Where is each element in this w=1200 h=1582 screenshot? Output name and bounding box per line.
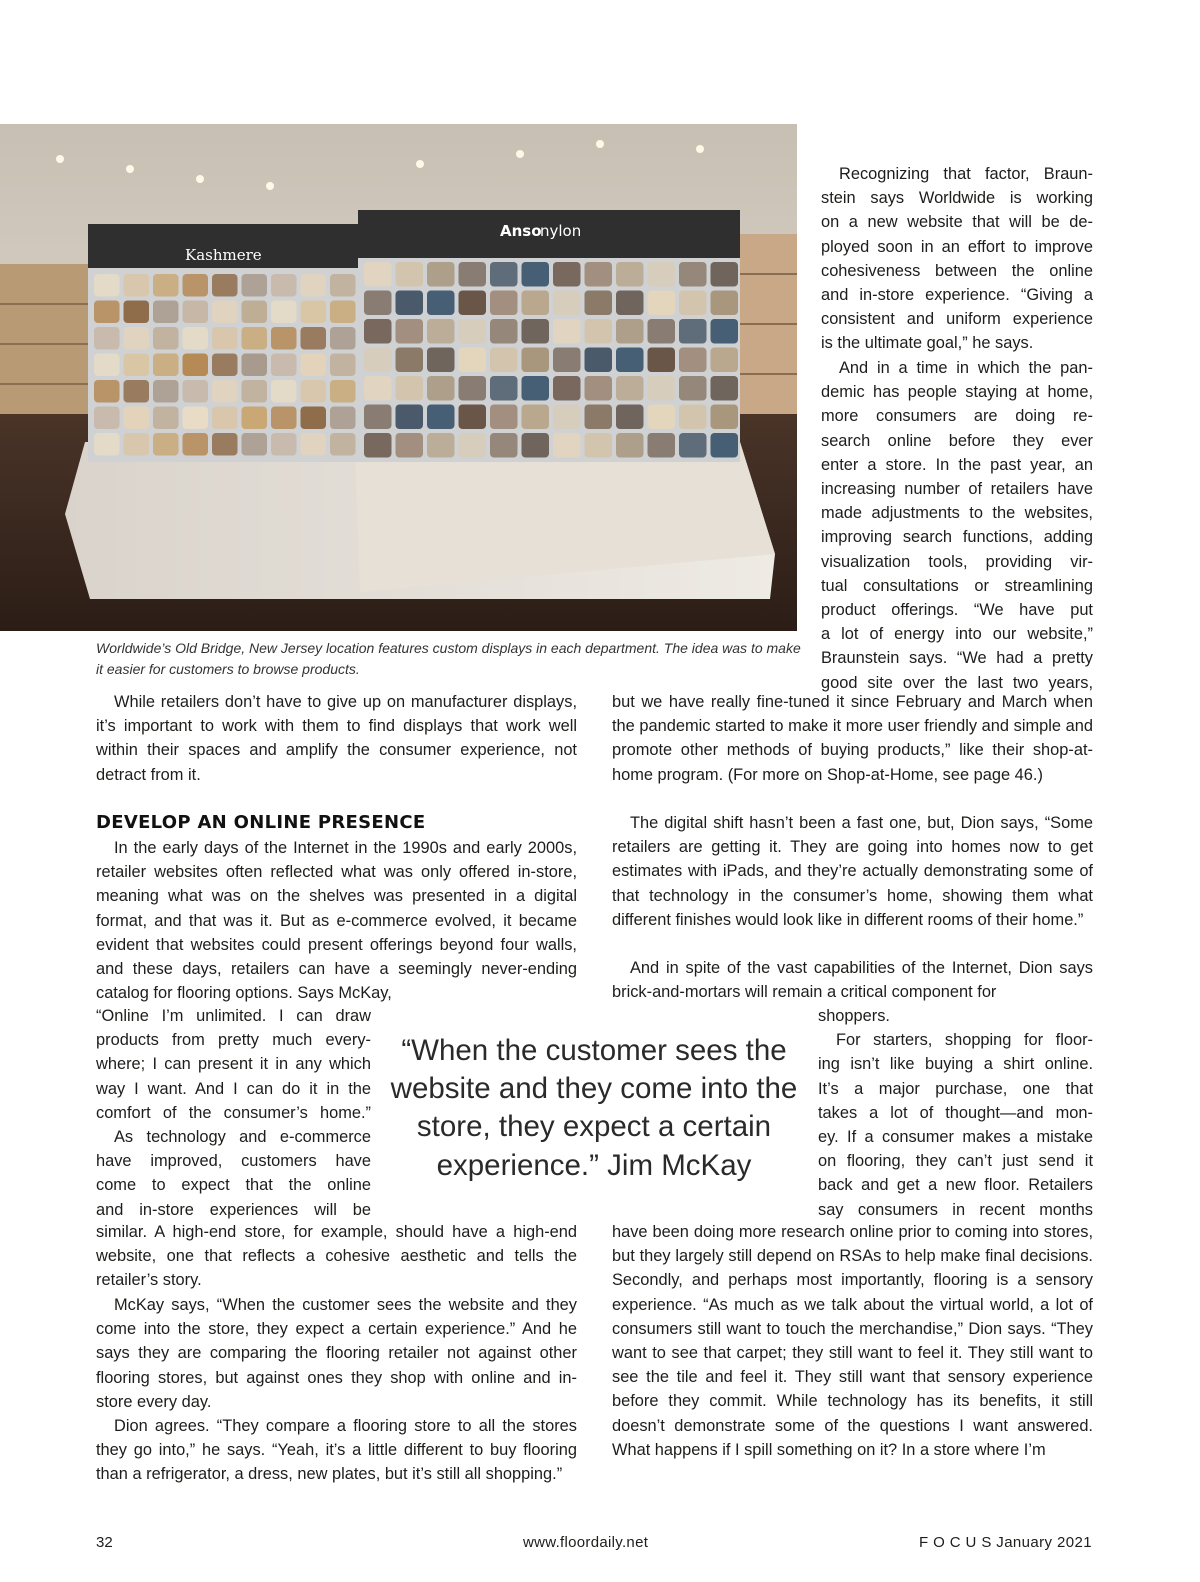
text-line: enter a store. In the past year, an <box>821 455 1093 474</box>
carpet-swatch <box>153 407 179 430</box>
carpet-swatch <box>648 405 676 430</box>
carpet-swatch <box>648 291 676 316</box>
carpet-swatch <box>330 327 356 350</box>
carpet-swatch <box>553 262 581 287</box>
carpet-swatch <box>364 433 392 458</box>
carpet-swatch <box>124 327 150 350</box>
text-line: visualization tools, providing vir- <box>821 552 1093 571</box>
text-line: a lot of energy into our website,” <box>821 625 1093 644</box>
carpet-swatch <box>301 433 327 456</box>
carpet-swatch <box>396 405 424 430</box>
carpet-swatch <box>124 407 150 430</box>
text-line: and in-store experience. “Giving a <box>821 286 1093 304</box>
sign-kashmere: Kashmere <box>185 246 262 264</box>
carpet-swatch <box>396 376 424 401</box>
carpet-swatch <box>242 433 268 456</box>
carpet-swatch <box>153 327 179 350</box>
carpet-swatch <box>94 380 120 403</box>
carpet-swatch <box>585 405 613 430</box>
carpet-swatch <box>242 380 268 403</box>
carpet-swatch <box>153 301 179 324</box>
page-number: 32 <box>96 1534 113 1551</box>
carpet-swatch <box>183 354 209 377</box>
carpet-swatch <box>616 319 644 344</box>
carpet-swatch <box>271 354 297 377</box>
paragraph-similar: similar. A high-end store, for example, should have a high-end website, one that reflects a cohesive aesthetic and tells the retailer’s story. <box>96 1223 577 1290</box>
carpet-swatch <box>364 262 392 287</box>
carpet-swatch <box>396 291 424 316</box>
pull-quote: “When the customer sees the website and they come into the store, they expect a certain experience.” Jim McKay <box>390 1034 798 1182</box>
carpet-swatch <box>242 274 268 297</box>
carpet-swatch <box>459 291 487 316</box>
carpet-swatch <box>679 376 707 401</box>
carpet-swatch <box>679 262 707 287</box>
carpet-swatch <box>616 405 644 430</box>
carpet-swatch <box>427 348 455 373</box>
text-line: have improved, customers have <box>96 1152 371 1171</box>
carpet-swatch <box>616 433 644 458</box>
carpet-swatch <box>522 319 550 344</box>
carpet-swatch <box>616 348 644 373</box>
text-line: improving search functions, adding <box>821 528 1093 547</box>
text-line: good site over the last two years, <box>821 673 1093 692</box>
carpet-swatch <box>490 376 518 401</box>
carpet-swatch <box>459 319 487 344</box>
carpet-swatch <box>94 407 120 430</box>
text-line: and in-store experiences will be <box>96 1200 371 1219</box>
carpet-swatch <box>124 380 150 403</box>
carpet-swatch <box>183 380 209 403</box>
carpet-swatch <box>459 433 487 458</box>
carpet-swatch <box>94 354 120 377</box>
carpet-swatch <box>427 405 455 430</box>
carpet-swatch <box>679 433 707 458</box>
carpet-swatch <box>364 319 392 344</box>
carpet-swatch <box>711 348 739 373</box>
carpet-swatch <box>490 433 518 458</box>
carpet-swatch <box>271 407 297 430</box>
carpet-swatch <box>301 327 327 350</box>
carpet-swatch <box>522 376 550 401</box>
text-line: back and get a new floor. Retailers <box>818 1176 1093 1195</box>
text-line: tual consultations or streamlining <box>821 576 1093 595</box>
carpet-swatch <box>153 354 179 377</box>
carpet-swatch <box>490 291 518 316</box>
carpet-swatch <box>711 319 739 344</box>
carpet-swatch <box>212 407 238 430</box>
carpet-swatch <box>427 433 455 458</box>
carpet-swatch <box>271 327 297 350</box>
text-line: For starters, shopping for floor- <box>836 1031 1093 1050</box>
carpet-swatch <box>522 262 550 287</box>
carpet-swatch <box>648 348 676 373</box>
carpet-swatch <box>648 262 676 287</box>
carpet-swatch <box>585 433 613 458</box>
carpet-swatch <box>330 380 356 403</box>
carpet-swatch <box>330 301 356 324</box>
carpet-swatch <box>242 407 268 430</box>
carpet-swatch <box>490 348 518 373</box>
carpet-swatch <box>553 348 581 373</box>
text-line: And in a time in which the pan- <box>839 359 1093 377</box>
carpet-swatch <box>124 301 150 324</box>
carpet-swatch <box>212 433 238 456</box>
carpet-swatch <box>711 376 739 401</box>
text-line: stein says Worldwide is working <box>821 189 1093 208</box>
carpet-swatch <box>616 376 644 401</box>
carpet-swatch <box>364 405 392 430</box>
carpet-swatch <box>242 327 268 350</box>
carpet-swatch <box>711 405 739 430</box>
carpet-swatch <box>427 291 455 316</box>
carpet-swatch <box>396 319 424 344</box>
showroom-photo <box>0 124 797 631</box>
carpet-swatch <box>124 433 150 456</box>
carpet-swatch <box>242 301 268 324</box>
paragraph-digital-shift: The digital shift hasn’t been a fast one, but, Dion says, “Some retailers are getting it. They are going into homes now to get estimates with iPads, and they’re actually demonstrating some of that technology in the consumer’s home, showing them what different finishes would look like in different rooms of their home.” <box>612 814 1093 929</box>
carpet-swatch <box>301 301 327 324</box>
carpet-swatch <box>212 301 238 324</box>
carpet-swatch <box>124 354 150 377</box>
carpet-swatch <box>553 319 581 344</box>
carpet-swatch <box>648 376 676 401</box>
text-line: made adjustments to the websites, <box>821 504 1093 523</box>
carpet-swatch <box>585 291 613 316</box>
text-line: It’s a major purchase, one that <box>818 1079 1093 1098</box>
carpet-swatch <box>396 348 424 373</box>
text-line: ing isn’t like buying a shirt online. <box>818 1055 1093 1074</box>
carpet-swatch <box>153 433 179 456</box>
carpet-swatch <box>616 291 644 316</box>
text-line: is the ultimate goal,” he says. <box>821 334 1034 353</box>
carpet-swatch <box>153 380 179 403</box>
carpet-swatch <box>427 262 455 287</box>
carpet-swatch <box>301 407 327 430</box>
text-line: takes a lot of thought—and mon- <box>818 1103 1093 1122</box>
text-line: Recognizing that factor, Braun- <box>839 165 1093 183</box>
carpet-swatch <box>330 433 356 456</box>
text-line: As technology and e-commerce <box>114 1128 371 1146</box>
footer-issue: F O C U S January 2021 <box>918 1534 1092 1551</box>
carpet-swatch <box>94 433 120 456</box>
paragraph-early-days: In the early days of the Internet in the 1990s and early 2000s, retailer websites often reflected what was only offered in-store, meaning what was on the shelves was presented in a digital format, and that was it. But as e-commerce evolved, it became evident that websites could present offerings beyond four walls, and these days, retailers can have a seemingly never-ending catalog for flooring options. Says McKay, <box>96 839 577 1003</box>
text-line: way I want. And I can do it in the <box>96 1079 371 1098</box>
text-line: on flooring, they can’t just send it <box>818 1152 1093 1171</box>
text-line: more consumers are doing re- <box>821 407 1093 426</box>
carpet-swatch <box>212 274 238 297</box>
carpet-swatch <box>242 354 268 377</box>
text-line: Braunstein says. “We had a pretty <box>821 649 1093 668</box>
text-line: product offerings. “We have put <box>821 601 1093 619</box>
text-line: come to expect that the online <box>96 1176 371 1195</box>
carpet-swatch <box>212 354 238 377</box>
carpet-swatch <box>183 301 209 324</box>
carpet-swatch <box>94 301 120 324</box>
carpet-swatch <box>490 319 518 344</box>
carpet-swatch <box>301 274 327 297</box>
carpet-swatch <box>396 433 424 458</box>
carpet-swatch <box>490 262 518 287</box>
carpet-swatch <box>301 380 327 403</box>
text-line: shoppers. <box>818 1007 890 1025</box>
text-line: ployed soon in an effort to improve <box>821 237 1093 256</box>
carpet-swatch <box>183 407 209 430</box>
text-line: search online before they ever <box>821 431 1093 450</box>
carpet-swatch <box>124 274 150 297</box>
text-line: ey. If a consumer makes a mistake <box>818 1128 1093 1146</box>
carpet-swatch <box>679 348 707 373</box>
paragraph-displays: While retailers don’t have to give up on manufacturer displays, it’s important to work with them to find displays that work well within their spaces and amplify the consumer experience, not detract from it. <box>96 693 577 784</box>
carpet-swatch <box>553 433 581 458</box>
carpet-swatch <box>553 405 581 430</box>
carpet-swatch <box>364 348 392 373</box>
carpet-swatch <box>490 405 518 430</box>
paragraph-brick-and-mortar: And in spite of the vast capabilities of the Internet, Dion says brick-and-mortars will remain a critical component for <box>612 959 1093 1002</box>
carpet-swatch <box>94 327 120 350</box>
carpet-swatch <box>585 319 613 344</box>
sign-anso: Anso <box>500 222 542 240</box>
carpet-swatch <box>364 291 392 316</box>
sign-nylon: nylon <box>540 222 582 240</box>
paragraph-mckay: McKay says, “When the customer sees the website and they come into the store, they expect a certain experience.” And he says they are comparing the flooring retailer not against other flooring stores, but against ones they shop with online and in-store every day. <box>96 1296 577 1411</box>
carpet-swatch <box>183 274 209 297</box>
carpet-swatch <box>679 405 707 430</box>
carpet-swatch <box>585 348 613 373</box>
footer-url: www.floordaily.net <box>523 1534 649 1551</box>
carpet-swatch <box>330 354 356 377</box>
carpet-swatch <box>183 433 209 456</box>
carpet-swatch <box>585 262 613 287</box>
carpet-swatch <box>522 348 550 373</box>
carpet-swatch <box>330 407 356 430</box>
carpet-swatch <box>522 291 550 316</box>
carpet-swatch <box>459 348 487 373</box>
paragraph-fine-tuned: but we have really fine-tuned it since February and March when the pandemic started to make it more user friendly and simple and promote other methods of buying products,” like their shop-at-home program. (For more on Shop-at-Home, see page 46.) <box>612 693 1093 784</box>
carpet-swatch <box>711 433 739 458</box>
text-line: comfort of the consumer’s home.” <box>96 1103 371 1122</box>
carpet-swatch <box>711 291 739 316</box>
carpet-swatch <box>271 433 297 456</box>
paragraph-sensory: have been doing more research online prior to coming into stores, but they largely still depend on RSAs to help make final decisions. Secondly, and perhaps most importantly, flooring is a sensory experience. “As much as we talk about the virtual world, a lot of consumers still want to touch the merchandise,” Dion says. “They want to see that carpet; they still want to feel it. They still want to see the tile and feel it. They still want that sensory experience before they commit. While technology has its benefits, it still doesn’t demonstrate some of the questions I want answered. What happens if I spill something on it? In a store where I’m <box>612 1223 1093 1459</box>
carpet-swatch <box>183 327 209 350</box>
carpet-swatch <box>679 319 707 344</box>
carpet-swatch <box>271 274 297 297</box>
carpet-swatch <box>396 262 424 287</box>
carpet-swatch <box>330 274 356 297</box>
photo-caption: Worldwide’s Old Bridge, New Jersey location features custom displays in each department. The idea was to make it easier for customers to browse products. <box>96 640 801 677</box>
carpet-swatch <box>271 380 297 403</box>
carpet-swatch <box>711 262 739 287</box>
carpet-swatch <box>153 274 179 297</box>
carpet-swatch <box>553 291 581 316</box>
text-line: on a new website that will be de- <box>821 213 1093 232</box>
carpet-swatch <box>522 405 550 430</box>
carpet-swatch <box>679 291 707 316</box>
text-line: where; I can present it in any which <box>96 1055 371 1074</box>
text-line: demic has people staying at home, <box>821 383 1093 402</box>
text-line: cohesiveness between the online <box>821 261 1093 280</box>
carpet-swatch <box>427 319 455 344</box>
carpet-swatch <box>427 376 455 401</box>
carpet-swatch <box>301 354 327 377</box>
carpet-swatch <box>459 405 487 430</box>
carpet-swatch <box>648 319 676 344</box>
carpet-swatch <box>616 262 644 287</box>
text-line: increasing number of retailers have <box>821 480 1093 498</box>
paragraph-dion-agrees: Dion agrees. “They compare a flooring store to all the stores they go into,” he says. “Yeah, it’s a little different to buy flooring than a refrigerator, a dress, new plates, but it’s still all shopping.” <box>96 1417 577 1484</box>
carpet-swatch <box>271 301 297 324</box>
carpet-swatch <box>94 274 120 297</box>
carpet-swatch <box>364 376 392 401</box>
section-heading: DEVELOP AN ONLINE PRESENCE <box>96 812 426 833</box>
carpet-swatch <box>585 376 613 401</box>
carpet-swatch <box>459 262 487 287</box>
carpet-swatches <box>94 262 738 458</box>
carpet-swatch <box>212 380 238 403</box>
carpet-swatch <box>522 433 550 458</box>
carpet-swatch <box>459 376 487 401</box>
carpet-swatch <box>212 327 238 350</box>
text-line: products from pretty much every- <box>96 1031 371 1050</box>
carpet-swatch <box>648 433 676 458</box>
text-line: “Online I’m unlimited. I can draw <box>96 1007 371 1025</box>
text-line: consistent and uniform experience <box>821 310 1093 329</box>
carpet-swatch <box>553 376 581 401</box>
text-line: say consumers in recent months <box>818 1200 1093 1219</box>
